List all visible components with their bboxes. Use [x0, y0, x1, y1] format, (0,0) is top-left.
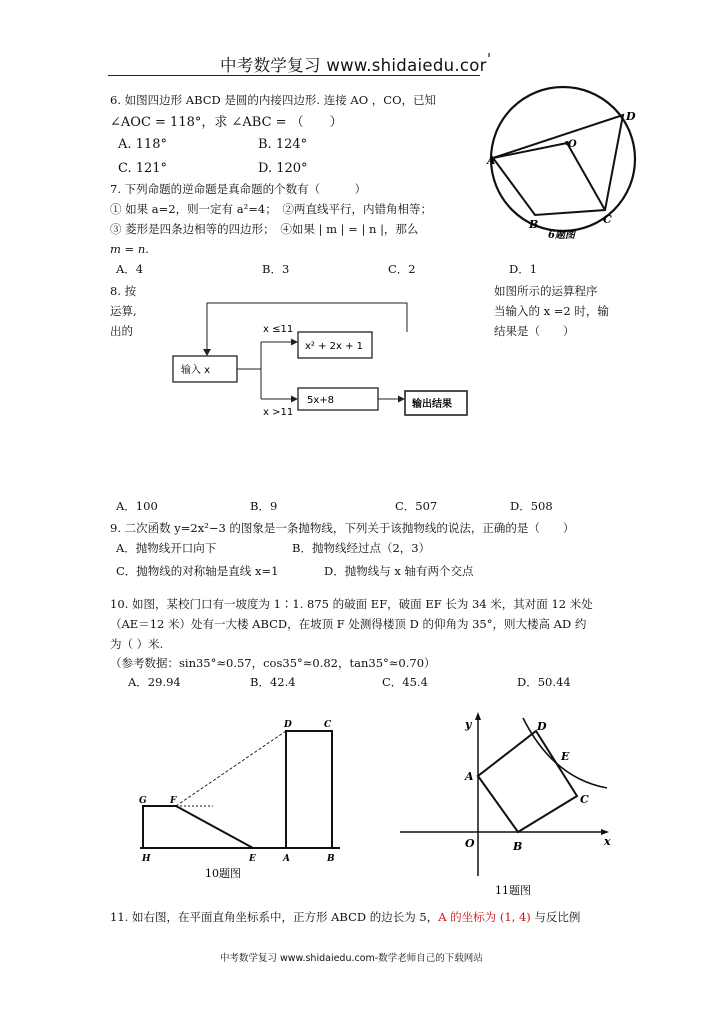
q8-option-c: C．507 [395, 499, 438, 513]
q10-option-b: B．42.4 [250, 675, 296, 689]
page-header-title: 中考数学复习 www.shidaiedu.cor [220, 56, 487, 75]
q7-line3: ③ 菱形是四条边相等的四边形； ④如果 | m | = | n |，那么 [110, 222, 419, 236]
label-a: A [465, 770, 474, 783]
arrow-top [291, 339, 298, 346]
q8-left-line1: 8. 按 [110, 284, 137, 298]
q9-option-d: D．抛物线与 x 轴有两个交点 [324, 564, 474, 578]
label-e: E [249, 854, 256, 864]
q6-option-a: A. 118° [118, 137, 167, 152]
q6-option-b: B. 124° [258, 137, 308, 152]
header-divider [108, 75, 480, 76]
q10-option-c: C．45.4 [382, 675, 428, 689]
q8-option-a: A．100 [116, 499, 158, 513]
q8-left-line3: 出的 [110, 324, 133, 338]
input-box-label: 输入 x [181, 365, 211, 376]
q10-line3: 为（ ）米. [110, 637, 164, 651]
loop-arrow [203, 349, 211, 356]
figure-10-caption: 10题图 [205, 867, 241, 880]
label-c: C [324, 720, 332, 730]
q10-option-a: A．29.94 [128, 675, 181, 689]
sightline-fd [176, 731, 286, 806]
expression-bottom: 5x+8 [307, 395, 335, 406]
q6-line1: 6. 如图四边形 ABCD 是圆的内接四边形. 连接 AO ，CO，已知 [110, 93, 437, 107]
q10-line2: （AE＝12 米）处有一大楼 ABCD，在坡顶 F 处测得楼顶 D 的仰角为 35°，则大楼高 AD 约 [110, 617, 587, 631]
q8-option-b: B．9 [250, 499, 278, 513]
figure-10-building [135, 712, 350, 882]
q11-text-pre: 11. 如右图，在平面直角坐标系中，正方形 ABCD 的边长为 5， [110, 910, 439, 924]
q7-line4: m = n. [110, 242, 149, 256]
figure-6-circle [485, 85, 645, 250]
label-d: D [626, 110, 636, 123]
q8-right-line2: 当输入的 x =2 时，输 [494, 304, 609, 318]
q9-option-b: B．抛物线经过点（2，3） [292, 541, 431, 555]
q6-option-d: D. 120° [258, 161, 308, 176]
q8-right-line3: 结果是（ ） [494, 324, 575, 338]
q6-option-c: C. 121° [118, 161, 168, 176]
q10-line4: （参考数据：sin35°≈0.57，cos35°≈0.82，tan35°≈0.70） [110, 656, 436, 670]
figure-6-caption: 6题图 [548, 230, 575, 241]
label-h: H [142, 854, 151, 864]
building-abcd [286, 731, 332, 848]
label-d: D [537, 720, 547, 733]
q7-option-b: B．3 [262, 262, 290, 276]
q8-option-d: D．508 [510, 499, 553, 513]
q7-option-a: A．4 [116, 262, 144, 276]
q9-option-a: A．抛物线开口向下 [116, 541, 217, 555]
label-o: O [568, 139, 577, 150]
figure-11-caption: 11题图 [495, 884, 531, 897]
quadrilateral-abcd [493, 115, 623, 215]
q7-line1: 7. 下列命题的逆命题是真命题的个数有（ ） [110, 182, 367, 196]
label-b: B [529, 218, 539, 231]
q10-option-d: D．50.44 [517, 675, 571, 689]
q7-line2: ① 如果 a=2，则一定有 a²=4； ②两直线平行，内错角相等； [110, 202, 432, 216]
label-b: B [513, 840, 523, 853]
q9-line1: 9. 二次函数 y=2x²−3 的图象是一条抛物线，下列关于该抛物线的说法，正确的是（ ） [110, 521, 575, 535]
q10-line1: 10. 如图，某校门口有一坡度为 1∶1. 875 的破面 EF，破面 EF 长为 34 米，其对面 12 米处 [110, 597, 593, 611]
label-g: G [139, 796, 147, 806]
expression-top: x² + 2x + 1 [305, 341, 364, 352]
label-e: E [561, 750, 570, 763]
q7-option-c: C．2 [388, 262, 416, 276]
q6-line2: ∠AOC = 118°，求 ∠ABC = （ ） [110, 115, 343, 130]
figure-8-flowchart [165, 295, 485, 435]
label-y: y [465, 718, 472, 731]
label-d: D [284, 720, 292, 730]
condition-top: x ≤11 [263, 324, 294, 335]
label-c: C [580, 793, 589, 806]
label-a: A [283, 854, 290, 864]
output-box-label: 输出结果 [412, 399, 452, 410]
q11-text-highlight: A 的坐标为 (1, 4) [438, 910, 531, 924]
label-b: B [327, 854, 335, 864]
label-o: O [465, 837, 475, 850]
q7-option-d: D．1 [509, 262, 538, 276]
page-footer: 中考数学复习 www.shidaiedu.com-数学老师自己的下载网站 [220, 953, 483, 964]
header-mark: ' [487, 50, 492, 68]
circle [491, 87, 635, 231]
q8-left-line2: 运算, [110, 304, 137, 318]
square-abcd [478, 731, 577, 832]
y-axis-arrow [475, 712, 481, 720]
figure-11-coordinate [395, 710, 620, 900]
arrow-output [398, 396, 405, 403]
label-x: x [604, 835, 611, 848]
q11-line1 [110, 910, 580, 924]
arrow-bottom [291, 396, 298, 403]
condition-bottom: x >11 [263, 407, 294, 418]
q8-right-line1: 如图所示的运算程序 [494, 284, 598, 298]
label-f: F [170, 796, 177, 806]
label-a: A [487, 154, 496, 167]
slope-ghfe [143, 806, 253, 848]
label-c: C [603, 213, 612, 226]
q11-text-post: 与反比例 [530, 910, 581, 924]
q9-option-c: C．抛物线的对称轴是直线 x=1 [116, 564, 279, 578]
